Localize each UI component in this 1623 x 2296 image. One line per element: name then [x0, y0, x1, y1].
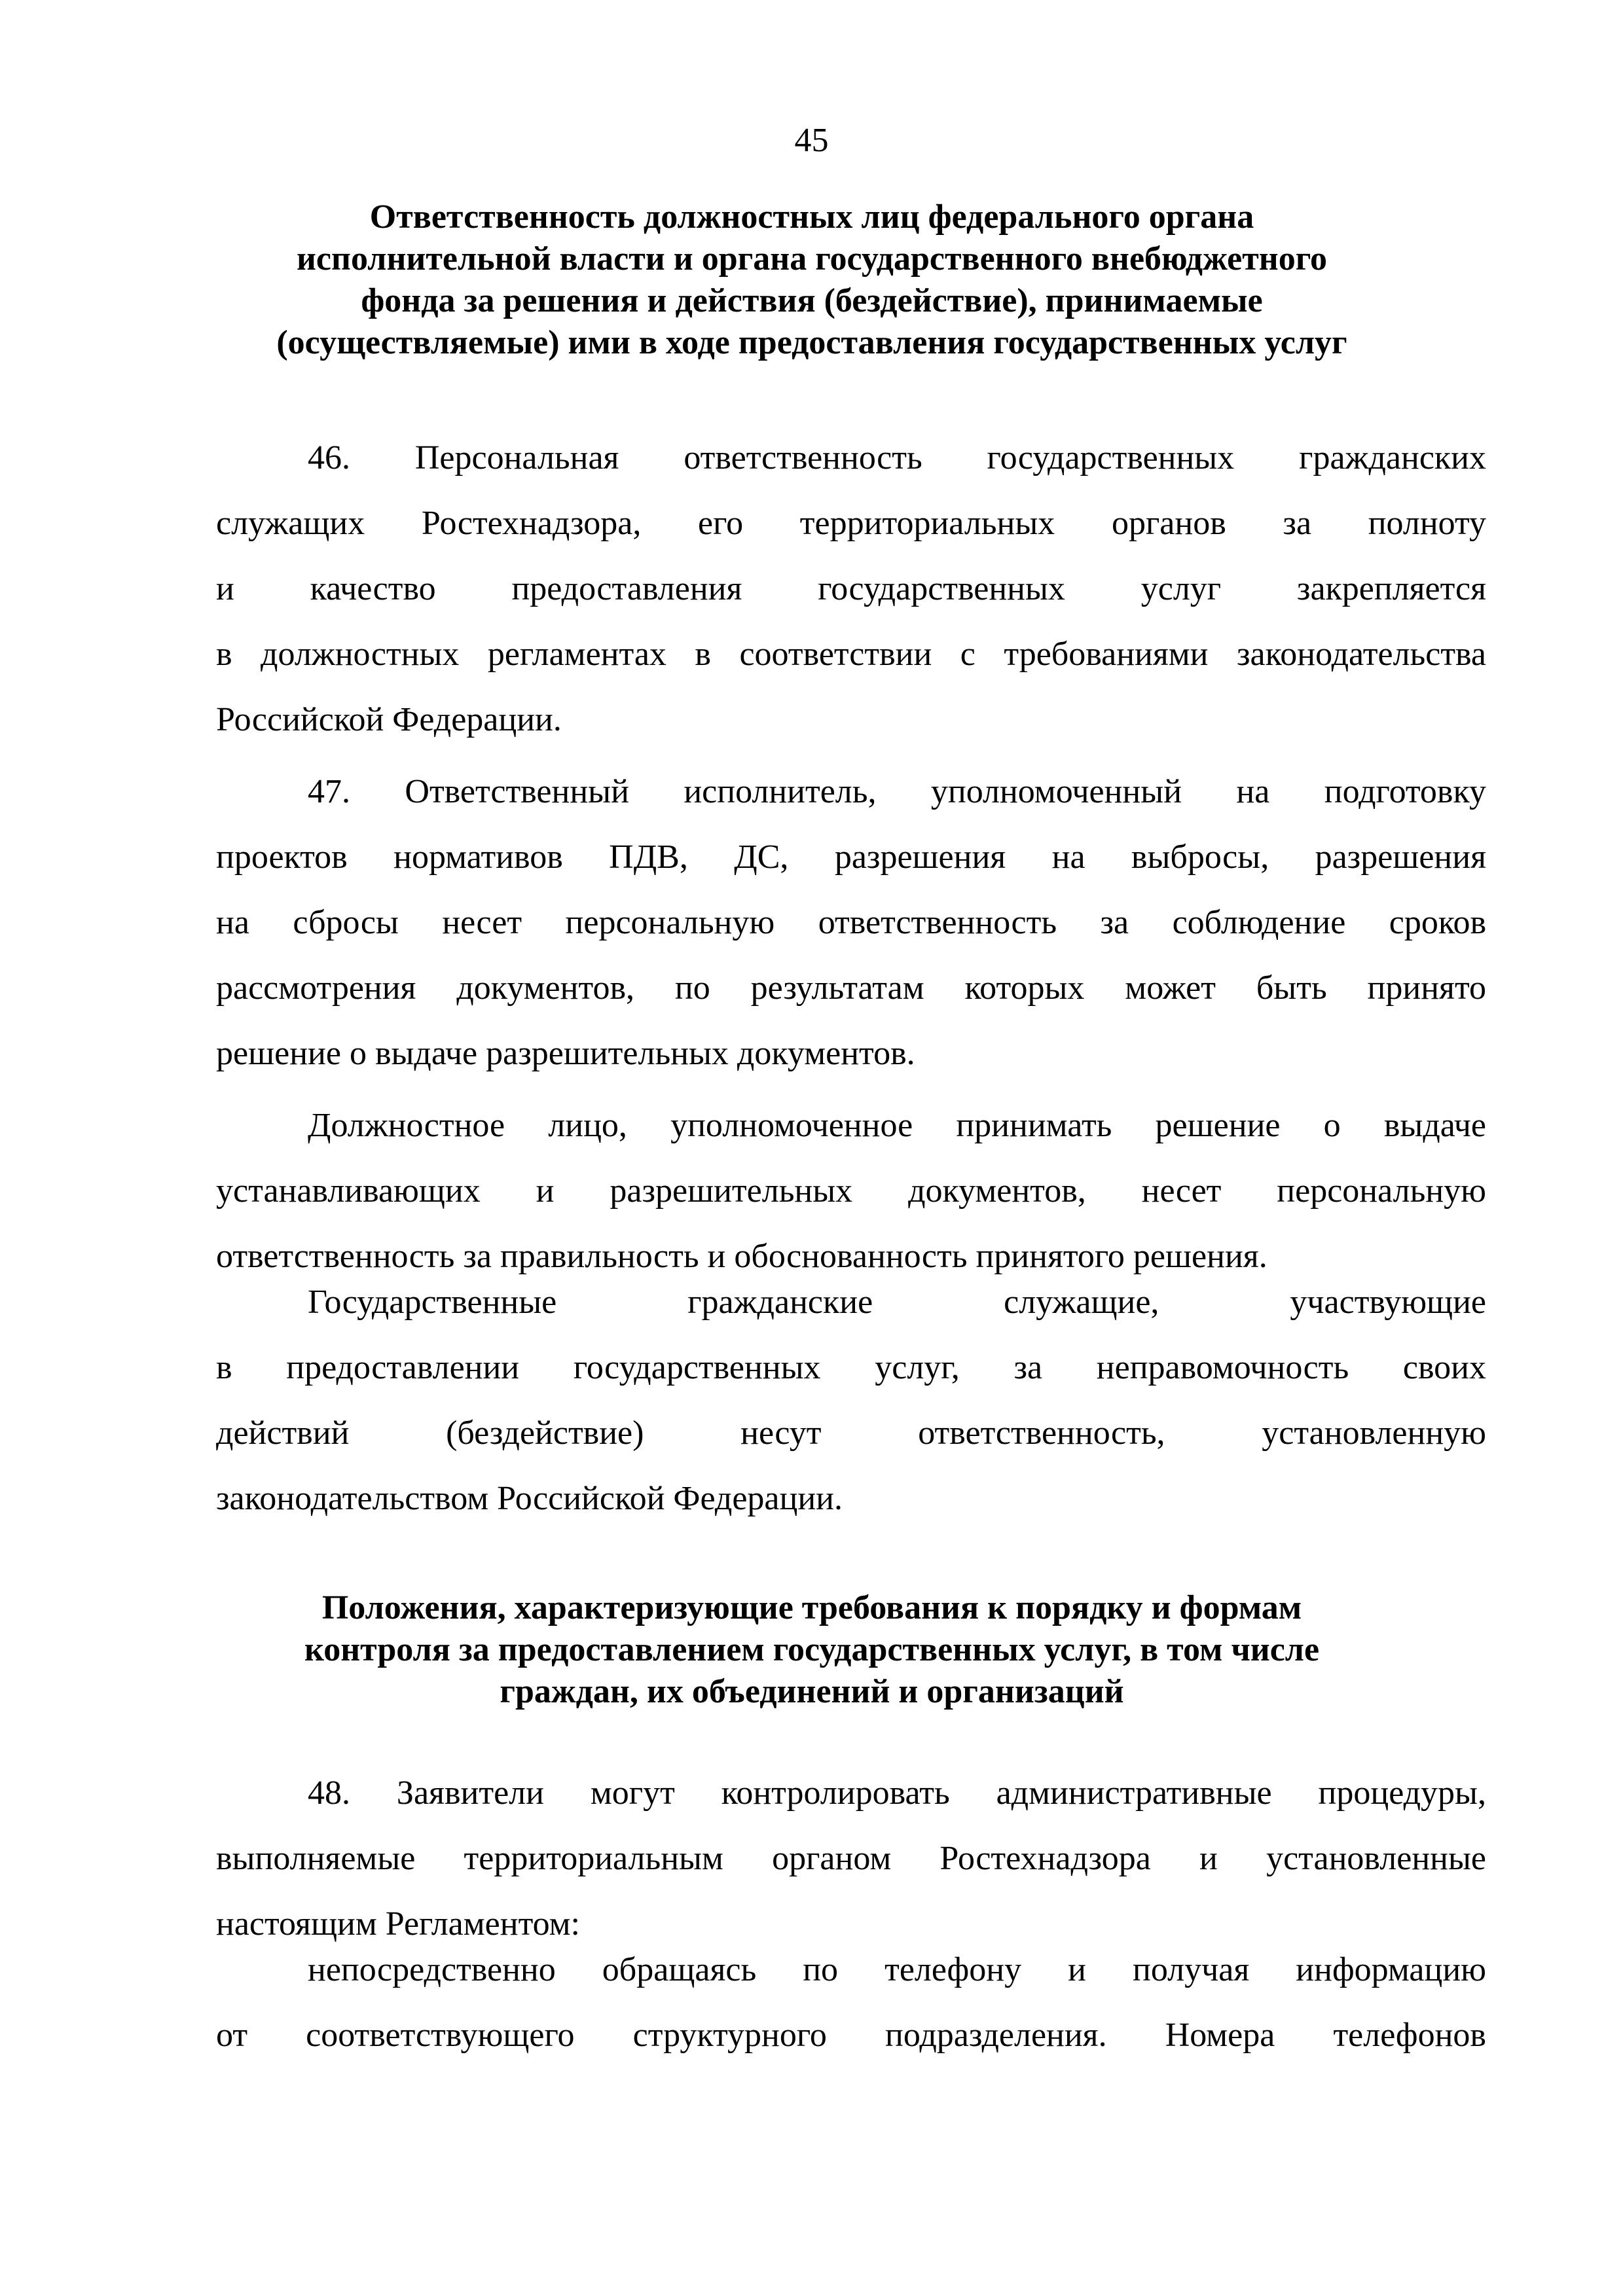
heading-line: Ответственность должностных лиц федерального органа	[369, 198, 1254, 236]
text-line: в должностных регламентах в соответствии с требованиями законодательства	[216, 636, 1486, 673]
text-line: в предоставлении государственных услуг, за неправомочность своих	[216, 1349, 1486, 1386]
section-heading-responsibility	[196, 196, 1427, 364]
text-line: непосредственно обращаясь по телефону и получая информацию	[308, 1951, 1486, 1988]
section-heading-control	[196, 1587, 1427, 1713]
heading-line: Положения, характеризующие требования к порядку и формам	[321, 1589, 1302, 1626]
text-line: устанавливающих и разрешительных документов, несет персональную	[216, 1172, 1486, 1210]
text-line: рассмотрения документов, по результатам которых может быть принято	[216, 969, 1486, 1007]
text-line: и качество предоставления государственных услуг закрепляется	[216, 570, 1486, 607]
paragraph-phone-control	[216, 1937, 1486, 2068]
page-number: 45	[794, 122, 829, 159]
text-line: на сбросы несет персональную ответственность за соблюдение сроков	[216, 904, 1486, 941]
paragraph-48	[216, 1761, 1486, 1957]
paragraph-47	[216, 759, 1486, 1086]
text-line: действий (бездействие) несут ответственность, установленную	[216, 1414, 1486, 1452]
text-line: выполняемые территориальным органом Ростехнадзора и установленные	[216, 1840, 1486, 1877]
paragraph-46	[216, 425, 1486, 753]
text-line: законодательством Российской Федерации.	[216, 1480, 843, 1517]
text-line: 48. Заявители могут контролировать административные процедуры,	[308, 1774, 1486, 1812]
text-line: проектов нормативов ПДВ, ДС, разрешения на выбросы, разрешения	[216, 838, 1486, 876]
text-line: решение о выдаче разрешительных документов.	[216, 1035, 915, 1072]
text-line: Российской Федерации.	[216, 701, 562, 738]
text-line: ответственность за правильность и обоснованность принятого решения.	[216, 1238, 1267, 1275]
text-line: 46. Персональная ответственность государственных гражданских	[308, 439, 1486, 476]
text-line: 47. Ответственный исполнитель, уполномоченный на подготовку	[308, 773, 1486, 810]
heading-line: фонда за решения и действия (бездействие), принимаемые	[361, 282, 1263, 319]
text-line: Должностное лицо, уполномоченное принимать решение о выдаче	[308, 1107, 1486, 1144]
paragraph-official-responsibility	[216, 1093, 1486, 1289]
heading-line: исполнительной власти и органа государственного внебюджетного	[296, 240, 1328, 278]
heading-line: граждан, их объединений и организаций	[500, 1673, 1124, 1710]
text-line: служащих Ростехнадзора, его территориальных органов за полноту	[216, 505, 1486, 542]
heading-line: контроля за предоставлением государственных услуг, в том числе	[304, 1631, 1320, 1668]
paragraph-civil-servants	[216, 1270, 1486, 1532]
heading-line: (осуществляемые) ими в ходе предоставления государственных услуг	[276, 324, 1347, 361]
text-line: Государственные гражданские служащие, участвующие	[308, 1283, 1486, 1321]
text-line: от соответствующего структурного подразделения. Номера телефонов	[216, 2017, 1486, 2054]
text-line: настоящим Регламентом:	[216, 1905, 580, 1943]
